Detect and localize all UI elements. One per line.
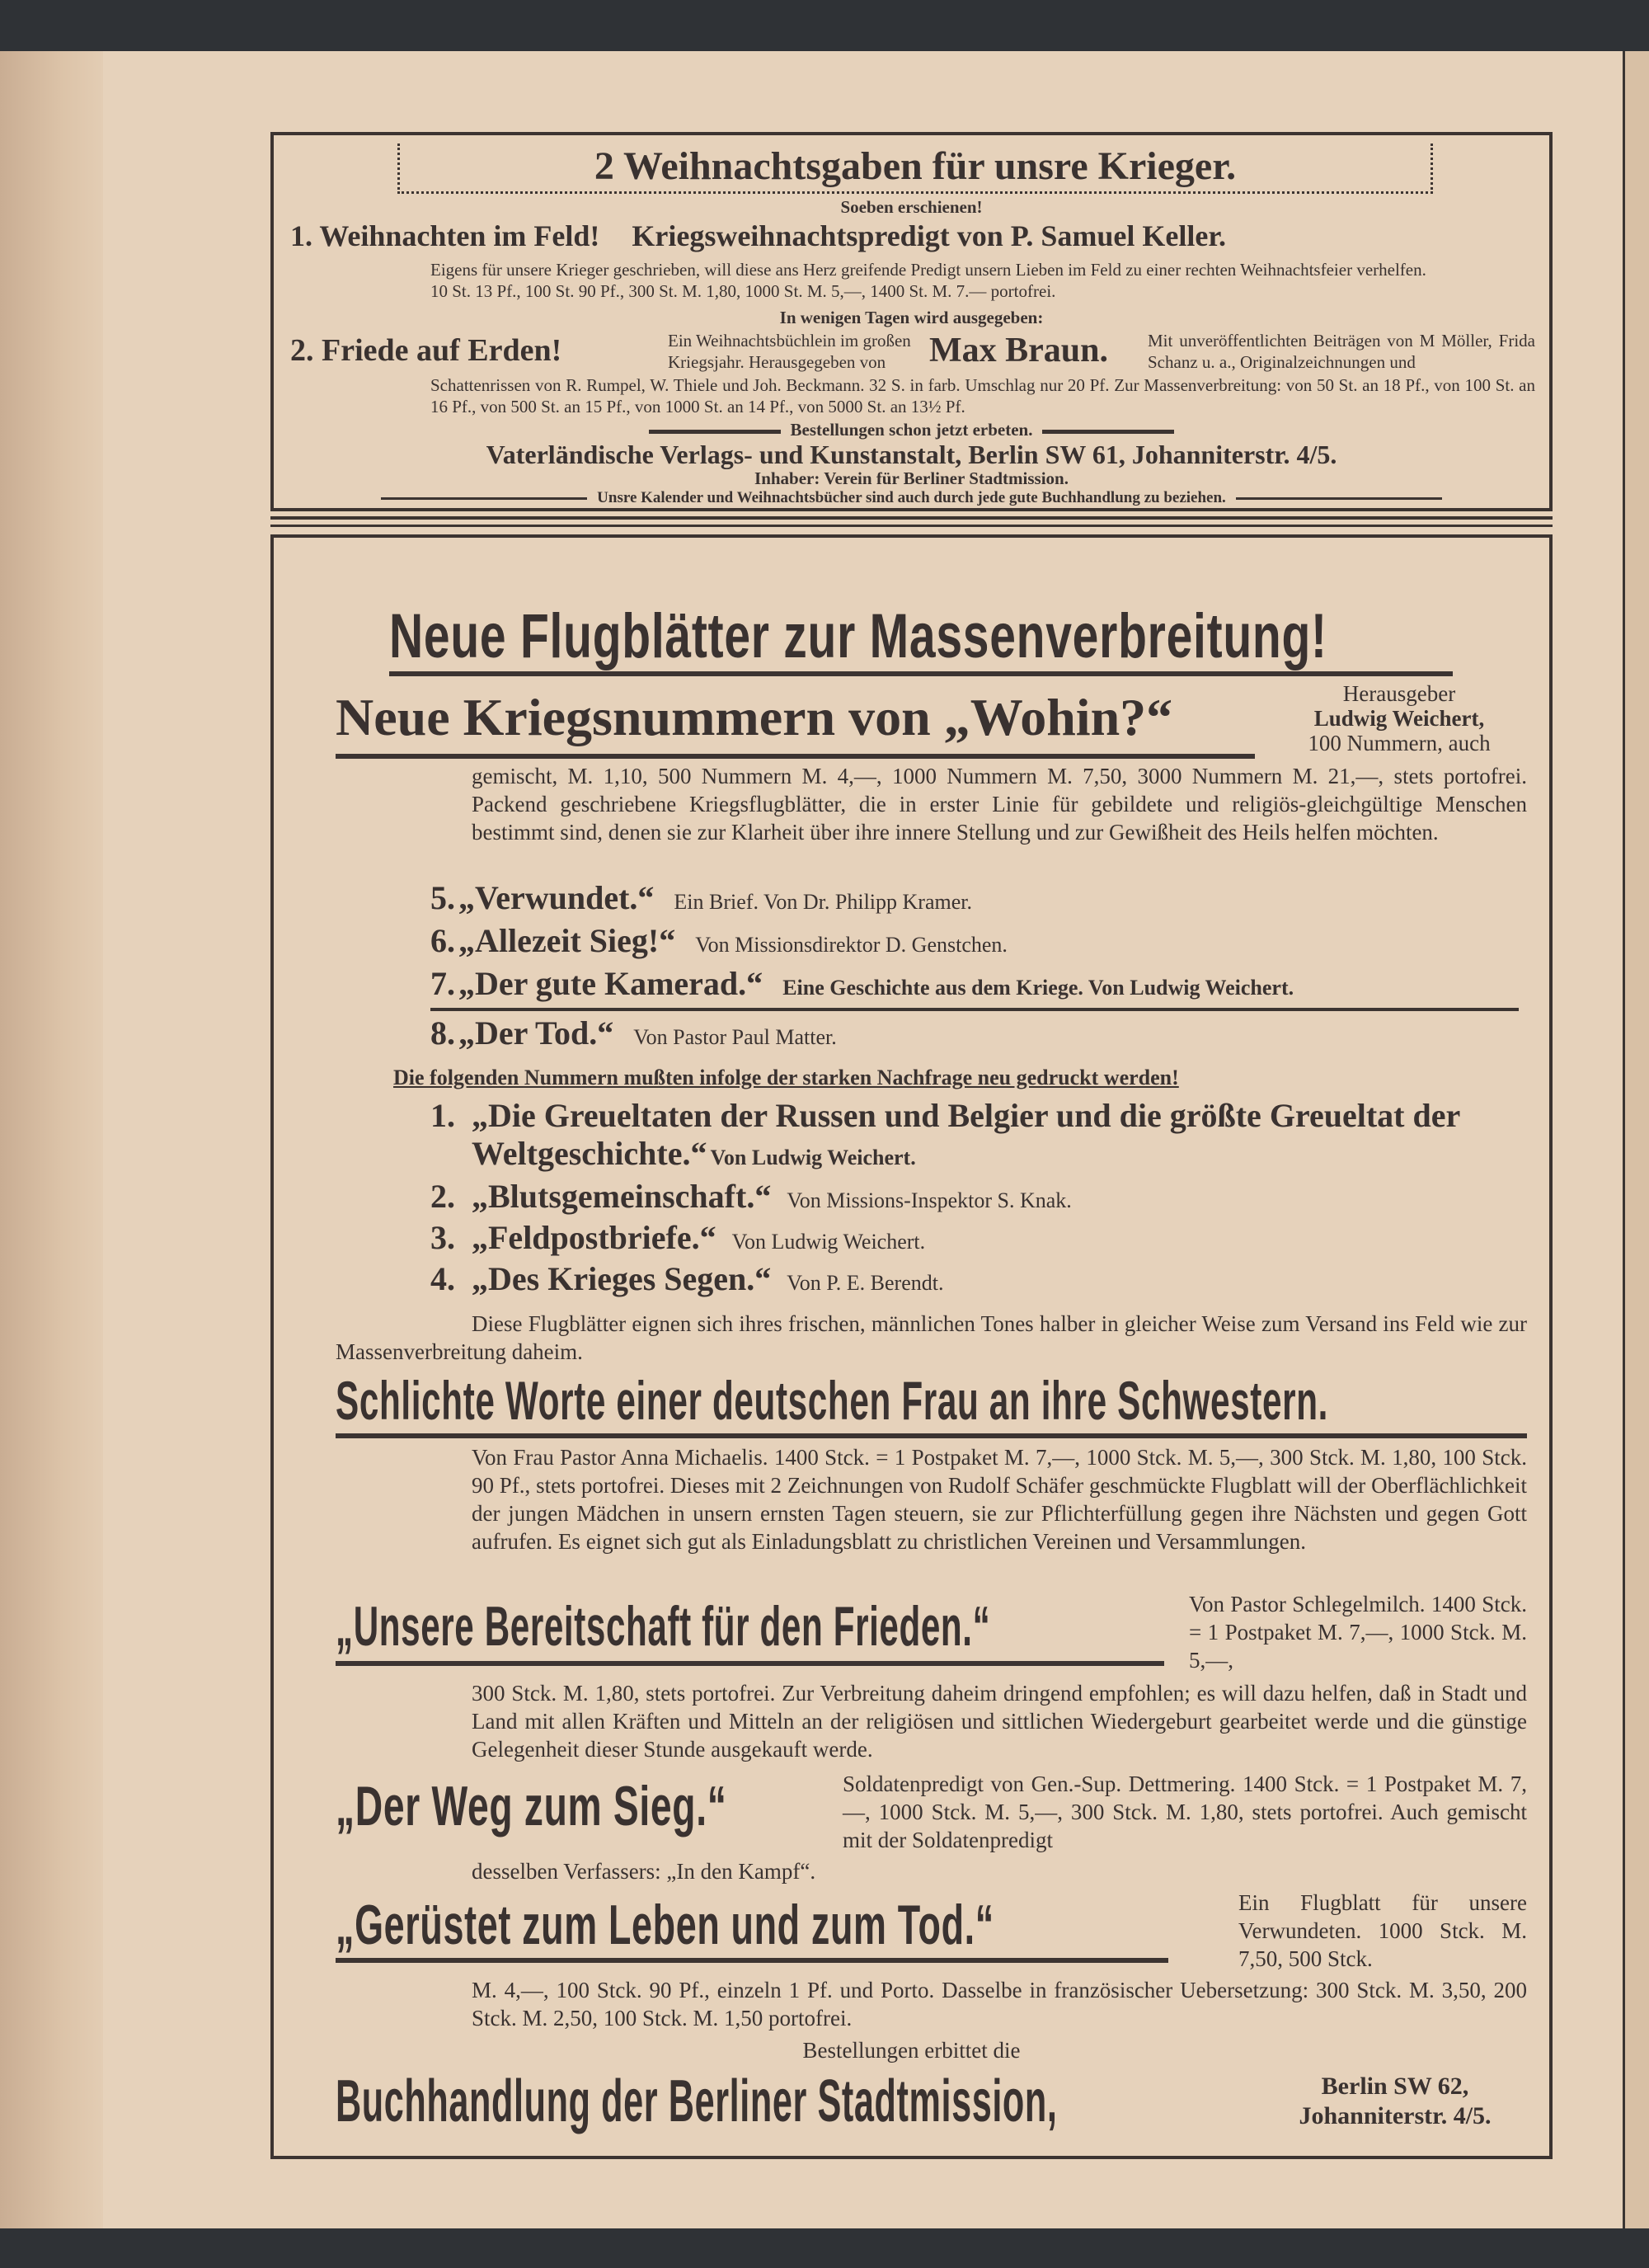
item1-desc (430, 259, 1535, 302)
wohin-editor (1276, 681, 1523, 755)
list-item (430, 922, 1519, 965)
geruestet-rule (336, 1958, 1168, 1963)
divider (270, 516, 1553, 520)
divider (270, 525, 1553, 527)
item-num: 8. (430, 1014, 455, 1052)
wohin-title: Neue Kriegsnummern von „Wohin?“ (336, 688, 1173, 746)
item1-prices: 10 St. 13 Pf., 100 St. 90 Pf., 300 St. M. 1,80, 1000 St. M. 5,—, 1400 St. M. 7.— portofrei. (430, 281, 1056, 301)
orders-note: Bestellungen erbittet die (802, 2038, 1021, 2063)
schlichte-desc: Von Frau Pastor Anna Michaelis. 1400 Stck. = 1 Postpaket M. 7,—, 1000 Stck. M. 5,—, 300 Stck. M. 1,80, 100 Stck. 90 Pf., stets portofrei. Dieses mit 2 Zeichnungen von Rudolf Schäfer geschmückte Flugblatt will der Oberflächlichkeit der jungen Mädchen in unsern ernsten Tagen steuern, sie zur Pflichterfüllung gegen ihre Nächsten und gegen Gott aufrufen. Es eignet sich gut als Einladungsblatt zu christlichen Vereinen und Versammlungen. (472, 1445, 1527, 1554)
bookshop-name: Buchhandlung der Berliner Stadtmission, (336, 2068, 1058, 2134)
bereitschaft-rule (336, 1661, 1164, 1666)
wohin-desc: gemischt, M. 1,10, 500 Nummern M. 4,—, 1000 Nummern M. 7,50, 3000 Nummern M. 21,—, stets portofrei. Packend geschriebene Kriegsflugblätter, die in erster Linie für gebildete und religiös-gleichgültige Menschen bestimmt sind, denen sie zur Klarheit über ihre innere Stellung und zur Gewißheit des Heils helfen möchten. (472, 764, 1527, 845)
editor-side: 100 Nummern, auch (1308, 731, 1491, 755)
item-title: „Die Greueltaten der Russen und Belgier und die größte Greueltat der Weltgeschichte.“ (472, 1097, 1460, 1172)
reprint-notice: Die folgenden Nummern mußten infolge der starken Nachfrage neu gedruckt werden! (393, 1066, 1179, 1089)
item-title: „Des Krieges Segen.“ (472, 1260, 772, 1297)
wohin-rule (336, 754, 1255, 759)
orders-text: Bestellungen schon jetzt erbeten. (790, 420, 1033, 440)
schlichte-rule (336, 1433, 1527, 1438)
weg-side: Soldatenpredigt von Gen.-Sup. Dettmering. 1400 Stck. = 1 Postpaket M. 7,—, 1000 Stck. M. 5,—, 300 Stck. M. 1,80, stets portofrei. Auch gemischt mit der Soldatenpredigt (843, 1772, 1527, 1852)
weg-desc: desselben Verfassers: „In den Kampf“. (472, 1859, 816, 1884)
reprint-list (430, 1097, 1519, 1301)
orders-line (274, 419, 1549, 440)
item1-number: 1. (290, 219, 312, 252)
item2-desc-cont: Schattenrissen von R. Rumpel, W. Thiele und Joh. Beckmann. 32 S. in farb. Umschlag nur 20 Pf. Zur Massenverbreitung: von 50 St. an 18 Pf., von 100 St. an 16 Pf., von 500 St. an 15 Pf., von 1000 St. an 14 Pf., von 5000 St. an 13½ Pf. (430, 375, 1535, 416)
item1-title: Weihnachten im Feld! (319, 219, 600, 252)
weg-title: „Der Weg zum Sieg.“ (336, 1775, 727, 1837)
editor-name: Ludwig Weichert, (1313, 706, 1485, 731)
item2-title-text: Friede auf Erden! (322, 333, 562, 368)
item-num: 2. (430, 1178, 455, 1215)
reprint-desc: Diese Flugblätter eignen sich ihres frischen, männlichen Tones halber in gleicher Weise zum Versand ins Feld wie zur Massenverbreitung daheim. (336, 1311, 1527, 1364)
item-num: 7. (430, 965, 455, 1002)
item-num: 3. (430, 1219, 455, 1256)
list-item (430, 1011, 1519, 1057)
list-item (430, 879, 1519, 922)
list-item (430, 1260, 1519, 1301)
bereitschaft-side: Von Pastor Schlegelmilch. 1400 Stck. = 1 Postpaket M. 7,—, 1000 Stck. M. 5,—, (1189, 1592, 1527, 1673)
list-item (430, 1097, 1519, 1173)
editor-label: Herausgeber (1342, 681, 1456, 706)
item-note: Eine Geschichte aus dem Kriege. Von Ludwig Weichert. (782, 976, 1294, 1000)
item-note: Ein Brief. Von Dr. Philipp Kramer. (674, 890, 972, 914)
christmas-ad-box (270, 132, 1553, 511)
address-line2: Johanniterstr. 4/5. (1299, 2102, 1492, 2129)
geruestet-side: Ein Flugblatt für unsere Verwundeten. 1000 Stck. M. 7,50, 500 Stck. (1238, 1890, 1527, 1971)
geruestet-desc: M. 4,—, 100 Stck. 90 Pf., einzeln 1 Pf. und Porto. Dasselbe in französischer Uebersetzung: 300 Stck. M. 3,50, 200 Stck. M. 2,50, 100 Stck. M. 1,50 portofrei. (472, 1978, 1527, 2030)
page-edge (1623, 51, 1649, 2228)
item-title: „Verwundet.“ (458, 879, 655, 916)
item2-desc-left: Ein Weihnachtsbüchlein im großen Kriegsjahr. Herausgegeben von (668, 331, 911, 372)
item-title: „Allezeit Sieg!“ (458, 922, 676, 959)
item-title: „Der Tod.“ (458, 1014, 614, 1052)
leaflets-ad-box (270, 534, 1553, 2159)
item-note: Von Ludwig Weichert. (710, 1146, 916, 1169)
item1-heading (290, 218, 1226, 254)
item-note: Von Missions-Inspektor S. Knak. (787, 1188, 1072, 1212)
item-title: „Blutsgemeinschaft.“ (472, 1178, 772, 1215)
owner: Inhaber: Verein für Berliner Stadtmission. (754, 468, 1069, 488)
item-note: Von Pastor Paul Matter. (633, 1025, 837, 1049)
item2-title (290, 332, 561, 369)
item-note: Von Ludwig Weichert. (731, 1230, 926, 1254)
item-note: Von Missionsdirektor D. Genstchen. (695, 933, 1008, 957)
new-items-list (430, 879, 1519, 1057)
announce2: In wenigen Tagen wird ausgegeben: (779, 308, 1044, 327)
geruestet-title: „Gerüstet zum Leben und zum Tod.“ (336, 1894, 994, 1956)
item-num: 6. (430, 922, 455, 959)
publisher: Vaterländische Verlags- und Kunstanstalt, Berlin SW 61, Johanniterstr. 4/5. (486, 440, 1337, 469)
footer-line (274, 489, 1549, 506)
soeben-label: Soeben erschienen! (840, 197, 983, 217)
item-num: 4. (430, 1260, 455, 1297)
item2-author: Max Braun. (929, 332, 1109, 369)
item2-desc-right: Mit unveröffentlichten Beiträgen von M Möller, Frida Schanz u. a., Originalzeichnungen und (1148, 331, 1535, 372)
list-item (430, 1219, 1519, 1260)
ad-header: 2 Weihnachtsgaben für unsre Krieger. (397, 144, 1433, 194)
list-item (430, 1178, 1519, 1219)
item1-desc-text: Eigens für unsere Krieger geschrieben, will diese ans Herz greifende Predigt unsern Lieben im Feld zu einer rechten Weihnachtsfeier verhelfen. (430, 260, 1426, 280)
schlichte-title: Schlichte Worte einer deutschen Frau an ihre Schwestern. (336, 1370, 1329, 1431)
main-headline: Neue Flugblätter zur Massenverbreitung! (389, 601, 1327, 671)
bereitschaft-title: „Unsere Bereitschaft für den Frieden.“ (336, 1595, 991, 1658)
item-title: „Der gute Kamerad.“ (458, 965, 763, 1002)
item-note: Von P. E. Berendt. (787, 1271, 944, 1295)
item-num: 5. (430, 879, 455, 916)
bookshop-address (1263, 2072, 1527, 2131)
item1-subtitle: Kriegsweihnachtspredigt von P. Samuel Keller. (632, 219, 1227, 252)
item-title: „Feldpostbriefe.“ (472, 1219, 716, 1256)
address-line1: Berlin SW 62, (1321, 2073, 1469, 2100)
headline-rule (389, 671, 1453, 676)
bereitschaft-desc: 300 Stck. M. 1,80, stets portofrei. Zur Verbreitung daheim dringend empfohlen; es will dazu helfen, daß in Stadt und Land mit allen Kräften und Mitteln an der religiösen und sittlichen Wiedergeburt gearbeitet werde und die günstige Gelegenheit dieser Stunde ausgekauft werde. (472, 1681, 1527, 1762)
list-item (430, 965, 1519, 1011)
item-num: 1. (430, 1097, 455, 1134)
item2-number: 2. (290, 333, 314, 368)
footer-text: Unsre Kalender und Weihnachtsbücher sind auch durch jede gute Buchhandlung zu beziehen. (597, 489, 1226, 506)
book-spine (0, 51, 103, 2228)
